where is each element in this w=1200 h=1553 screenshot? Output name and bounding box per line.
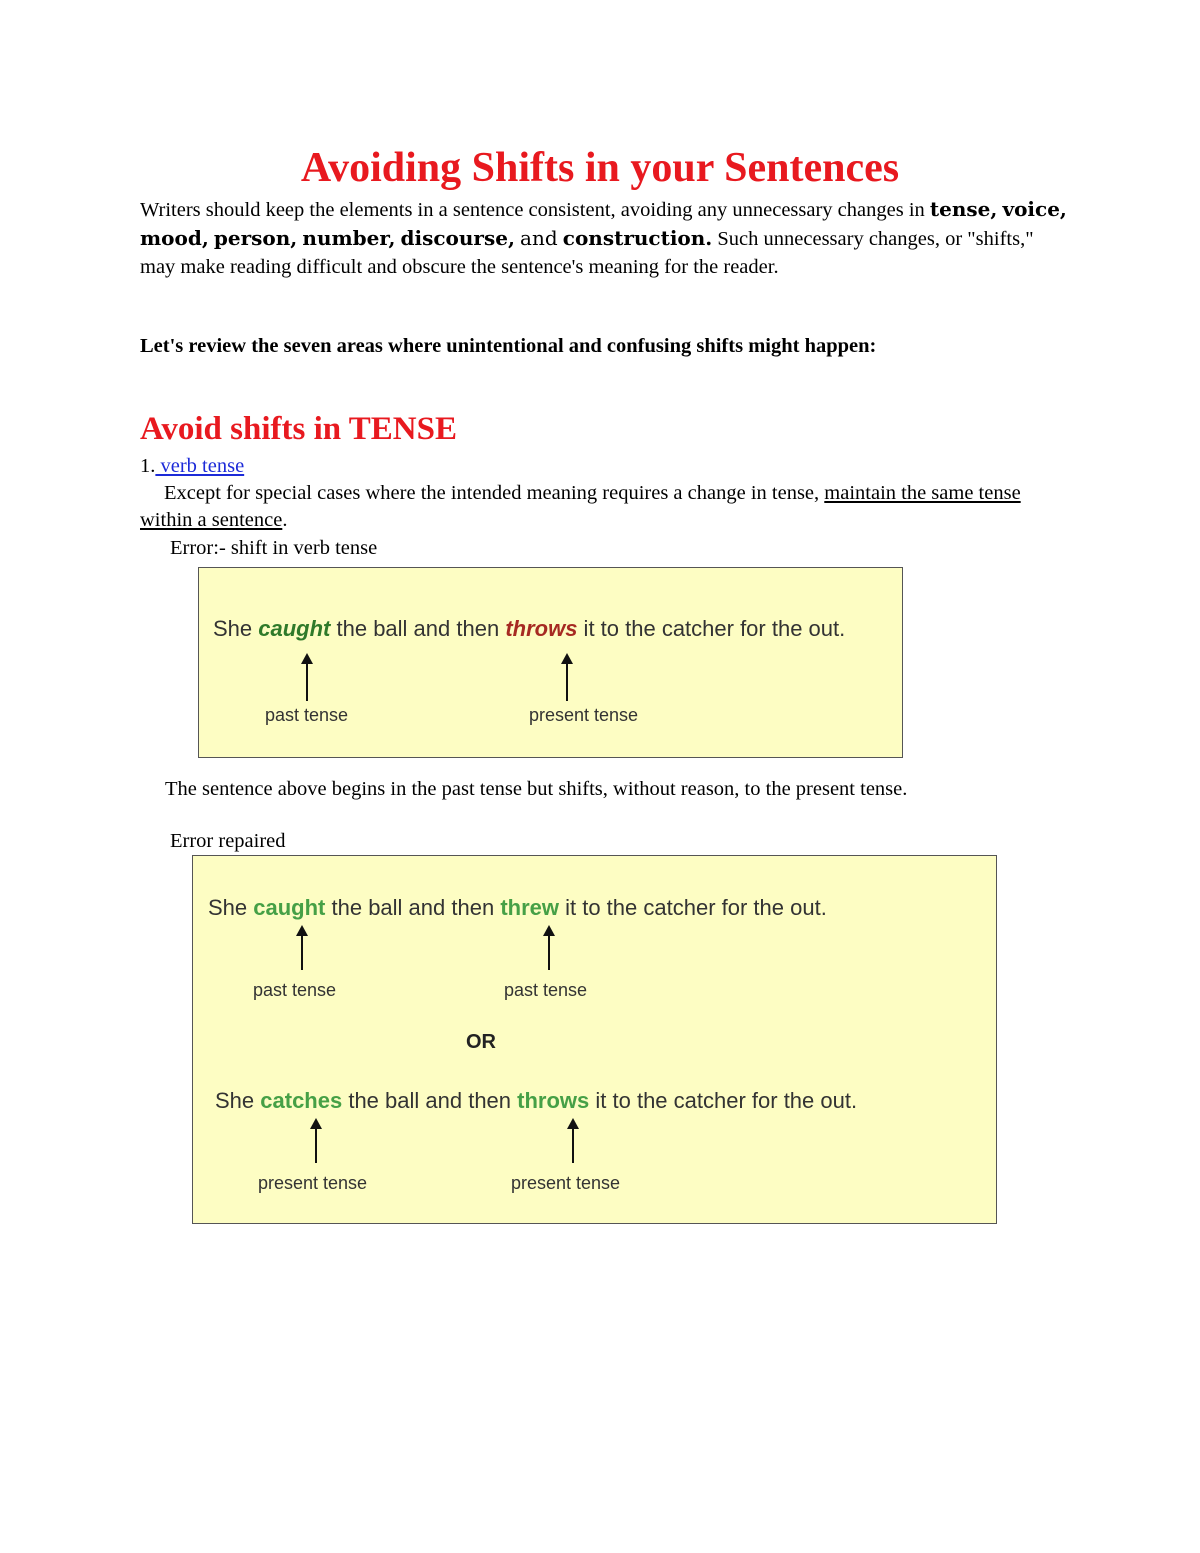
- tense-tag: present tense: [258, 1173, 368, 1193]
- sentence-part: She: [215, 1088, 261, 1113]
- rule-underlined: maintain the same tense within a sentence: [140, 482, 1021, 531]
- intro-tail: Such unnecessary changes, or "shifts," may make reading difficult and obscure the sentence's meaning for the reader.: [140, 228, 1034, 278]
- verb-caught: caught: [253, 895, 326, 920]
- intro-paragraph: [140, 195, 1070, 281]
- term-voice: voice,: [1002, 197, 1067, 221]
- intro-and: and: [520, 226, 558, 250]
- explanation-text: The sentence above begins in the past tense but shifts, without reason, to the present tense.: [165, 778, 908, 800]
- term-discourse: discourse,: [400, 226, 515, 250]
- arrow-up-icon: [548, 935, 550, 970]
- sentence-part: the ball and then: [330, 616, 506, 641]
- term-number: number,: [302, 226, 396, 250]
- page-title: Avoiding Shifts in your Sentences: [300, 145, 900, 191]
- or-divider: OR: [466, 1031, 496, 1053]
- sentence-part: it to the catcher for the out.: [559, 895, 827, 920]
- verb-catches: catches: [260, 1088, 343, 1113]
- error-example-box: [198, 567, 903, 758]
- rule-end: .: [282, 509, 288, 531]
- term-person: person,: [213, 226, 298, 250]
- verb-caught: caught: [258, 616, 331, 641]
- term-mood: mood,: [140, 226, 209, 250]
- repaired-sentence-past: [208, 894, 827, 922]
- tense-tag: past tense: [504, 980, 588, 1000]
- arrow-up-icon: [301, 935, 303, 970]
- repaired-sentence-present: [215, 1087, 857, 1115]
- term-construction: construction.: [562, 226, 713, 250]
- arrow-up-icon: [306, 663, 308, 701]
- arrow-up-icon: [572, 1128, 574, 1163]
- tense-tag: past tense: [265, 705, 349, 725]
- intro-lead: Writers should keep the elements in a sentence consistent, avoiding any unnecessary changes in: [140, 199, 925, 221]
- arrow-up-icon: [566, 663, 568, 701]
- review-prompt: Let's review the seven areas where unintentional and confusing shifts might happen:: [140, 335, 877, 357]
- tense-tag: present tense: [529, 705, 639, 725]
- sentence-part: She: [213, 616, 259, 641]
- verb-throws: throws: [517, 1088, 590, 1113]
- sentence-part: She: [208, 895, 254, 920]
- sentence-part: it to the catcher for the out.: [589, 1088, 858, 1113]
- sentence-part: it to the catcher for the out.: [577, 616, 846, 641]
- sentence-part: the ball and then: [342, 1088, 518, 1113]
- numbered-item: [140, 452, 244, 480]
- verb-tense-link[interactable]: verb tense: [155, 455, 245, 477]
- tense-tag: present tense: [511, 1173, 621, 1193]
- verb-throws: throws: [505, 616, 578, 641]
- sentence-part: the ball and then: [325, 895, 501, 920]
- error-sentence: [213, 615, 845, 643]
- repaired-example-box: [192, 855, 997, 1224]
- repaired-label: Error repaired: [170, 830, 286, 852]
- error-label: Error:- shift in verb tense: [170, 537, 378, 559]
- rule-lead: Except for special cases where the intended meaning requires a change in tense,: [164, 482, 820, 504]
- rule-paragraph: [140, 480, 1040, 534]
- term-tense: tense,: [929, 197, 998, 221]
- arrow-up-icon: [315, 1128, 317, 1163]
- item-number: 1.: [140, 455, 156, 477]
- tense-tag: past tense: [253, 980, 337, 1000]
- verb-threw: threw: [500, 895, 559, 920]
- section-heading: Avoid shifts in TENSE: [140, 411, 457, 447]
